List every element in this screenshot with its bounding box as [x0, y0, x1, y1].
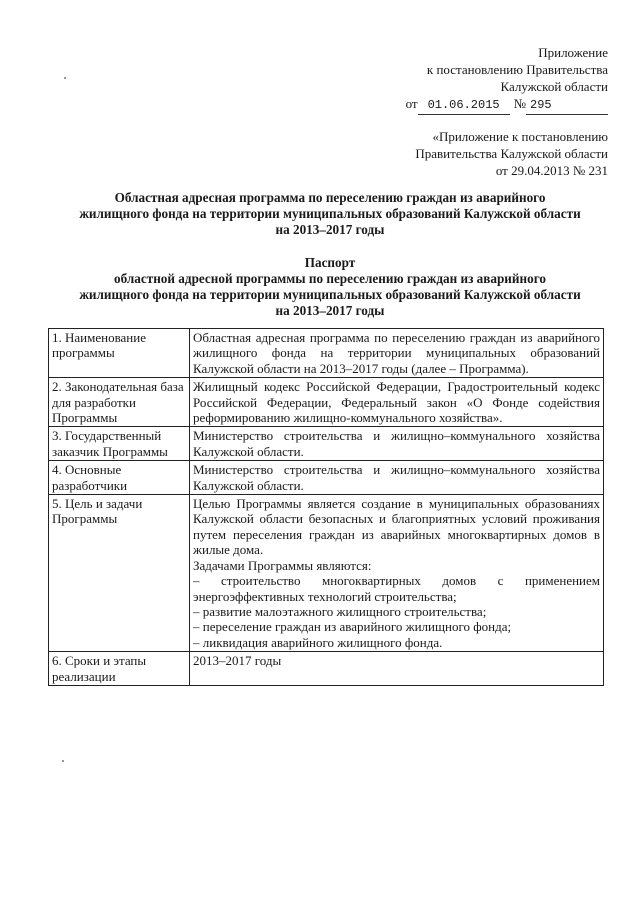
row-label: 4. Основные разработчики — [49, 461, 190, 495]
date-prefix: от — [405, 96, 418, 111]
row-value — [190, 652, 604, 686]
program-title — [40, 190, 620, 238]
row-paragraph: Жилищный кодекс Российской Федерации, Градостроительный кодекс Российской Федерации, Федеральный закон «О Фонде содействия реформированию жилищно-коммунального хозяйства». — [193, 379, 600, 426]
row-label: 2. Законодательная база для разработки Программы — [49, 378, 190, 427]
passport-title — [40, 255, 620, 319]
row-paragraph: Областная адресная программа по переселению граждан из аварийного жилищного фонда на территории муниципальных образований Калужской области на 2013–2017 годы (далее – Программа). — [193, 330, 600, 376]
row-value — [190, 427, 604, 461]
appendix-header — [406, 44, 608, 115]
row-paragraph: 2013–2017 годы — [193, 653, 282, 669]
row-label: 3. Государственный заказчик Программы — [49, 427, 190, 461]
appendix-line-2: к постановлению Правительства — [426, 62, 608, 77]
resolution-date: 01.06.2015 — [418, 97, 510, 115]
scan-speck — [64, 77, 66, 79]
row-paragraph: Целью Программы является создание в муниципальных образованиях Калужской области безопасных и благоприятных условий проживания путем переселения граждан из аварийных многоквартирных домов в жилые дома. — [193, 496, 600, 558]
table-row — [49, 427, 604, 461]
passport-title-line-1: Паспорт — [304, 255, 356, 270]
row-paragraph: Министерство строительства и жилищно–коммунального хозяйства Калужской области. — [193, 428, 600, 459]
row-value — [190, 495, 604, 652]
program-title-line-2: жилищного фонда на территории муниципальных образований Калужской области — [79, 206, 581, 221]
resolution-number: 295 — [526, 97, 608, 115]
row-value — [190, 378, 604, 427]
row-label: 5. Цель и задачи Программы — [49, 495, 190, 652]
row-value — [190, 329, 604, 378]
table-row — [49, 461, 604, 495]
program-title-line-1: Областная адресная программа по переселению граждан из аварийного — [114, 190, 546, 205]
number-prefix: № — [513, 96, 526, 111]
prev-line-1: «Приложение к постановлению — [432, 129, 608, 144]
scan-speck — [62, 760, 64, 762]
list-item: – ликвидация аварийного жилищного фонда. — [193, 634, 443, 650]
table-row — [49, 652, 604, 686]
program-title-line-3: на 2013–2017 годы — [275, 222, 385, 237]
appendix-line-1: Приложение — [538, 45, 608, 60]
table-row — [49, 378, 604, 427]
row-value — [190, 461, 604, 495]
list-item: – развитие малоэтажного жилищного строительства; — [193, 603, 487, 619]
row-label: 6. Сроки и этапы реализации — [49, 652, 190, 686]
table-row — [49, 495, 604, 652]
passport-table — [48, 328, 604, 686]
row-paragraph: Министерство строительства и жилищно–коммунального хозяйства Калужской области. — [193, 462, 600, 493]
resolution-date-row — [406, 95, 608, 115]
passport-title-line-4: на 2013–2017 годы — [275, 303, 385, 318]
prev-line-2: Правительства Калужской области — [415, 146, 608, 161]
list-item: – строительство многоквартирных домов с применением энергоэффективных технологий строительства; — [193, 573, 600, 604]
passport-title-line-2: областной адресной программы по переселению граждан из аварийного — [114, 271, 546, 286]
row-paragraph: Задачами Программы являются: — [193, 557, 372, 573]
previous-resolution-header — [415, 128, 608, 179]
passport-title-line-3: жилищного фонда на территории муниципальных образований Калужской области — [79, 287, 581, 302]
table-row — [49, 329, 604, 378]
list-item: – переселение граждан из аварийного жилищного фонда; — [193, 619, 512, 635]
row-label: 1. Наименование программы — [49, 329, 190, 378]
prev-line-3: от 29.04.2013 № 231 — [495, 163, 608, 178]
appendix-line-3: Калужской области — [500, 79, 608, 94]
